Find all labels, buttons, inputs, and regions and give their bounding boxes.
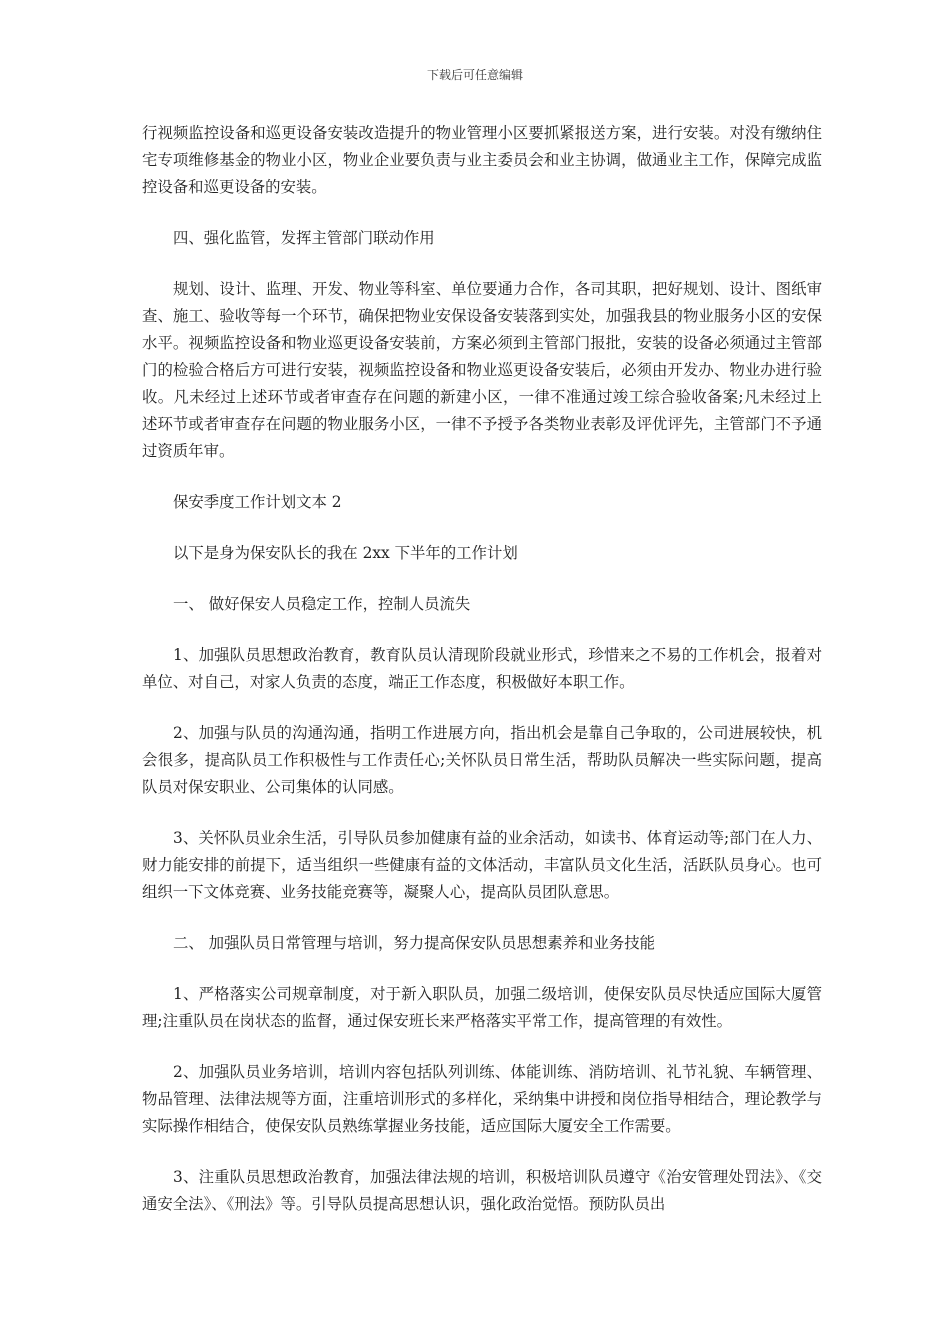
document-body xyxy=(142,120,822,1218)
document-title: 保安季度工作计划文本 2 xyxy=(173,493,342,511)
section-heading: 二、 加强队员日常管理与培训，努力提高保安队员思想素养和业务技能 xyxy=(173,934,656,952)
page-header: 下载后可任意编辑 xyxy=(426,68,523,82)
paragraph: 规划、设计、监理、开发、物业等科室、单位要通力合作，各司其职，把好规划、设计、图纸审查、施工、验收等每一个环节，确保把物业安保设备安装落到实处，加强我县的物业服务小区的安保水平。视频监控设备和物业巡更设备安装前，方案必须到主管部门报批，安装的设备必须通过主管部门的检验合格后方可进行安装，视频监控设备和物业巡更设备安装后，必须由开发办、物业办进行验收。凡未经过上述环节或者审查存在问题的新建小区，一律不准通过竣工综合验收备案;凡未经过上述环节或者审查存在问题的物业服务小区，一律不予授予各类物业表彰及评优评先，主管部门不予通过资质年审。 xyxy=(142,280,822,460)
paragraph: 以下是身为保安队长的我在 2xx 下半年的工作计划 xyxy=(173,544,518,562)
list-item: 1、严格落实公司规章制度，对于新入职队员，加强二级培训，使保安队员尽快适应国际大厦管理;注重队员在岗状态的监督，通过保安班长来严格落实平常工作，提高管理的有效性。 xyxy=(142,985,822,1030)
list-item: 2、加强队员业务培训，培训内容包括队列训练、体能训练、消防培训、礼节礼貌、车辆管理、物品管理、法律法规等方面，注重培训形式的多样化，采纳集中讲授和岗位指导相结合，理论教学与实际操作相结合，使保安队员熟练掌握业务技能，适应国际大厦安全工作需要。 xyxy=(142,1063,822,1135)
section-heading: 四、强化监管，发挥主管部门联动作用 xyxy=(173,229,435,247)
section-heading: 一、 做好保安人员稳定工作，控制人员流失 xyxy=(173,595,471,613)
list-item: 2、加强与队员的沟通沟通，指明工作进展方向，指出机会是靠自己争取的，公司进展较快，机会很多，提高队员工作积极性与工作责任心;关怀队员日常生活，帮助队员解决一些实际问题，提高队员对保安职业、公司集体的认同感。 xyxy=(142,724,822,796)
paragraph: 行视频监控设备和巡更设备安装改造提升的物业管理小区要抓紧报送方案，进行安装。对没有缴纳住宅专项维修基金的物业小区，物业企业要负责与业主委员会和业主协调，做通业主工作，保障完成监控设备和巡更设备的安装。 xyxy=(142,124,822,196)
list-item: 3、关怀队员业余生活，引导队员参加健康有益的业余活动，如读书、体育运动等;部门在人力、财力能安排的前提下，适当组织一些健康有益的文体活动，丰富队员文化生活，活跃队员身心。也可组织一下文体竞赛、业务技能竞赛等，凝聚人心，提高队员团队意思。 xyxy=(142,829,822,901)
list-item: 1、加强队员思想政治教育，教育队员认清现阶段就业形式，珍惜来之不易的工作机会，报着对单位、对自己，对家人负责的态度，端正工作态度，积极做好本职工作。 xyxy=(142,646,822,691)
list-item: 3、注重队员思想政治教育，加强法律法规的培训，积极培训队员遵守《治安管理处罚法》、《交通安全法》、《刑法》等。引导队员提高思想认识，强化政治觉悟。预防队员出 xyxy=(142,1168,822,1213)
